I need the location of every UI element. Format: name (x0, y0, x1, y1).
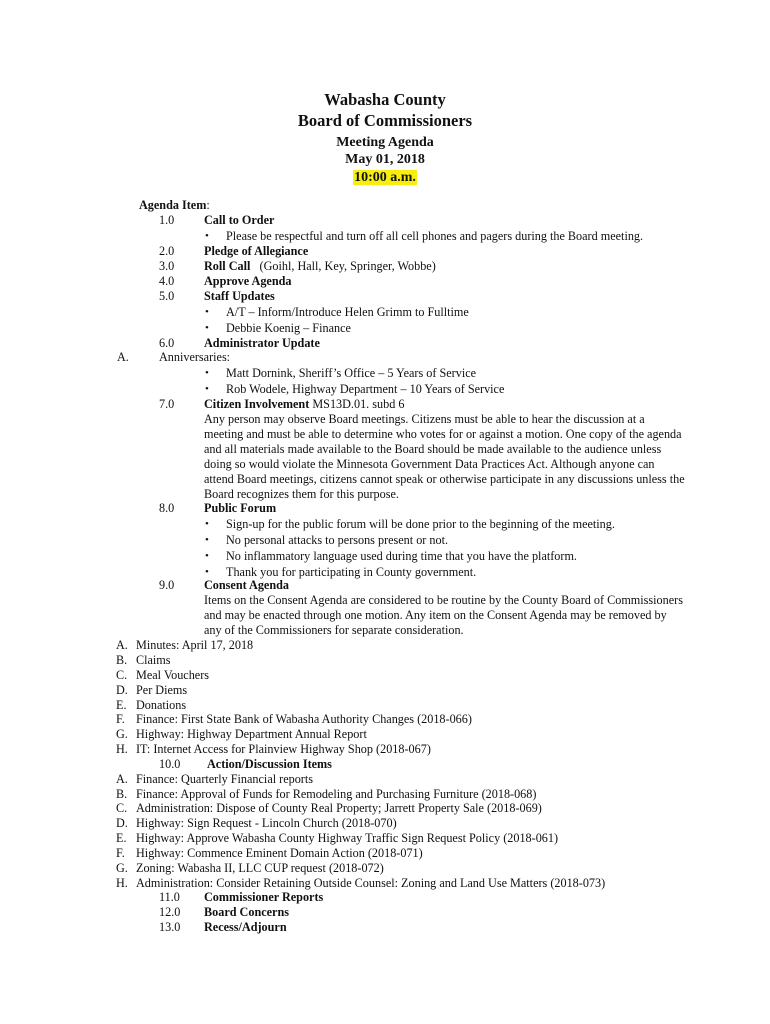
sub-letter: F. (116, 846, 125, 860)
bullet-icon: • (205, 566, 209, 578)
sub-item: Highway: Commence Eminent Domain Action (2018-071) (136, 846, 423, 860)
bullet-text: A/T – Inform/Introduce Helen Grimm to Fulltime (226, 305, 469, 319)
sub-letter: B. (116, 787, 128, 801)
bullet-text: Matt Dornink, Sheriff’s Office – 5 Years of Service (226, 366, 477, 380)
paragraph-line: any of the Commissioners for separate consideration. (204, 623, 464, 637)
item-number: 3.0 (159, 259, 175, 273)
bullet-text: Please be respectful and turn off all cell phones and pagers during the Board meeting. (226, 229, 644, 243)
county-name: Wabasha County (324, 90, 446, 109)
item-number: 1.0 (159, 213, 175, 227)
roll-call-names: (Goihl, Hall, Key, Springer, Wobbe) (259, 259, 436, 273)
sub-item: Donations (136, 698, 187, 712)
item-number: 2.0 (159, 244, 175, 258)
bullet-text: No inflammatory language used during time that you have the platform. (226, 549, 577, 563)
paragraph-line: and all materials made available to the Board should be made available to the audience unless (204, 442, 662, 456)
sub-letter: F. (116, 712, 125, 726)
sub-letter: D. (116, 816, 128, 830)
sub-letter: A. (117, 350, 129, 364)
paragraph-line: attend Board meetings, citizens cannot speak or otherwise participate in any discussions unless the (204, 472, 685, 486)
item-title: Approve Agenda (204, 274, 292, 288)
item-number: 13.0 (159, 920, 181, 934)
sub-item: Highway: Sign Request - Lincoln Church (2018-070) (136, 816, 397, 830)
item-title: Administrator Update (204, 336, 320, 350)
agenda-item-label (139, 198, 210, 212)
statute-ref: MS13D.01. subd 6 (312, 397, 405, 411)
sub-item: IT: Internet Access for Plainview Highway Shop (2018-067) (136, 742, 431, 756)
bullet-icon: • (205, 306, 209, 318)
sub-letter: A. (116, 772, 128, 786)
item-title: Public Forum (204, 501, 277, 515)
sub-item: Finance: First State Bank of Wabasha Authority Changes (2018-066) (136, 712, 472, 726)
sub-letter: D. (116, 683, 128, 697)
sub-item: Zoning: Wabasha II, LLC CUP request (2018-072) (136, 861, 384, 875)
bullet-text: Sign-up for the public forum will be done prior to the beginning of the meeting. (226, 517, 615, 531)
item-title: Citizen Involvement (204, 397, 310, 411)
item-title: Commissioner Reports (204, 890, 324, 904)
paragraph-line: Board recognizes them for this purpose. (204, 487, 399, 501)
sub-letter: E. (116, 831, 127, 845)
paragraph-line: meeting and must be able to determine who votes for or against a motion. One copy of the agenda (204, 427, 682, 441)
consent-paragraph (204, 593, 704, 638)
agenda-label-text: Agenda Item (139, 198, 207, 212)
item-title: Call to Order (204, 213, 275, 227)
sub-letter: B. (116, 653, 128, 667)
sub-letter: C. (116, 668, 128, 682)
bullet-text: Rob Wodele, Highway Department – 10 Years of Service (226, 382, 505, 396)
sub-item: Claims (136, 653, 171, 667)
item-number: 11.0 (159, 890, 180, 904)
bullet-icon: • (205, 322, 209, 334)
meeting-date: May 01, 2018 (345, 152, 425, 167)
paragraph-line: and may be enacted through one motion. Any item on the Consent Agenda may be removed by (204, 608, 667, 622)
sub-letter: C. (116, 801, 128, 815)
sub-item: Administration: Dispose of County Real Property; Jarrett Property Sale (2018-069) (136, 801, 542, 815)
sub-item: Administration: Consider Retaining Outside Counsel: Zoning and Land Use Matters (2018-073) (136, 876, 606, 890)
item-number: 8.0 (159, 501, 175, 515)
bullet-icon: • (205, 367, 209, 379)
sub-letter: E. (116, 698, 127, 712)
bullet-icon: • (205, 550, 209, 562)
sub-item: Minutes: April 17, 2018 (136, 638, 254, 652)
item-title: Pledge of Allegiance (204, 244, 309, 258)
paragraph-line: doing so would violate the Minnesota Government Data Practices Act. Although anyone can (204, 457, 655, 471)
sub-letter: H. (116, 876, 128, 890)
bullet-icon: • (205, 383, 209, 395)
sub-item: Finance: Quarterly Financial reports (136, 772, 313, 786)
item-title: Action/Discussion Items (207, 757, 332, 771)
item-title: Roll Call (204, 259, 251, 273)
sub-item: Finance: Approval of Funds for Remodeling and Purchasing Furniture (2018-068) (136, 787, 537, 801)
item-line (204, 397, 404, 411)
agenda-title: Meeting Agenda (336, 135, 434, 150)
sub-item: Per Diems (136, 683, 188, 697)
item-number: 4.0 (159, 274, 175, 288)
paragraph-line: Any person may observe Board meetings. Citizens must be able to hear the discussion at a (204, 412, 645, 426)
sub-label: Anniversaries: (159, 350, 231, 364)
item-line (204, 259, 436, 273)
bullet-text: Thank you for participating in County government. (226, 565, 477, 579)
item-title: Staff Updates (204, 289, 275, 303)
item-number: 12.0 (159, 905, 181, 919)
item-title: Recess/Adjourn (204, 920, 287, 934)
item-number: 7.0 (159, 397, 175, 411)
sub-letter: G. (116, 861, 128, 875)
bullet-text: Debbie Koenig – Finance (226, 321, 351, 335)
citizen-paragraph (204, 412, 704, 502)
paragraph-line: Items on the Consent Agenda are considered to be routine by the County Board of Commissioners (204, 593, 683, 607)
sub-letter: G. (116, 727, 128, 741)
item-number: 10.0 (159, 757, 181, 771)
sub-item: Highway: Highway Department Annual Report (136, 727, 367, 741)
bullet-icon: • (205, 518, 209, 530)
item-title: Board Concerns (204, 905, 289, 919)
sub-letter: H. (116, 742, 128, 756)
meeting-time-wrap (0, 169, 770, 186)
sub-item: Meal Vouchers (136, 668, 209, 682)
sub-item: Highway: Approve Wabasha County Highway Traffic Sign Request Policy (2018-061) (136, 831, 559, 845)
item-title: Consent Agenda (204, 578, 289, 592)
agenda-label-colon: : (206, 198, 210, 212)
bullet-icon: • (205, 534, 209, 546)
item-number: 6.0 (159, 336, 175, 350)
meeting-time: 10:00 a.m. (354, 170, 416, 185)
board-name: Board of Commissioners (297, 111, 473, 130)
bullet-text: No personal attacks to persons present or not. (226, 533, 449, 547)
item-number: 5.0 (159, 289, 175, 303)
item-number: 9.0 (159, 578, 175, 592)
bullet-icon: • (205, 230, 209, 242)
sub-letter: A. (116, 638, 128, 652)
